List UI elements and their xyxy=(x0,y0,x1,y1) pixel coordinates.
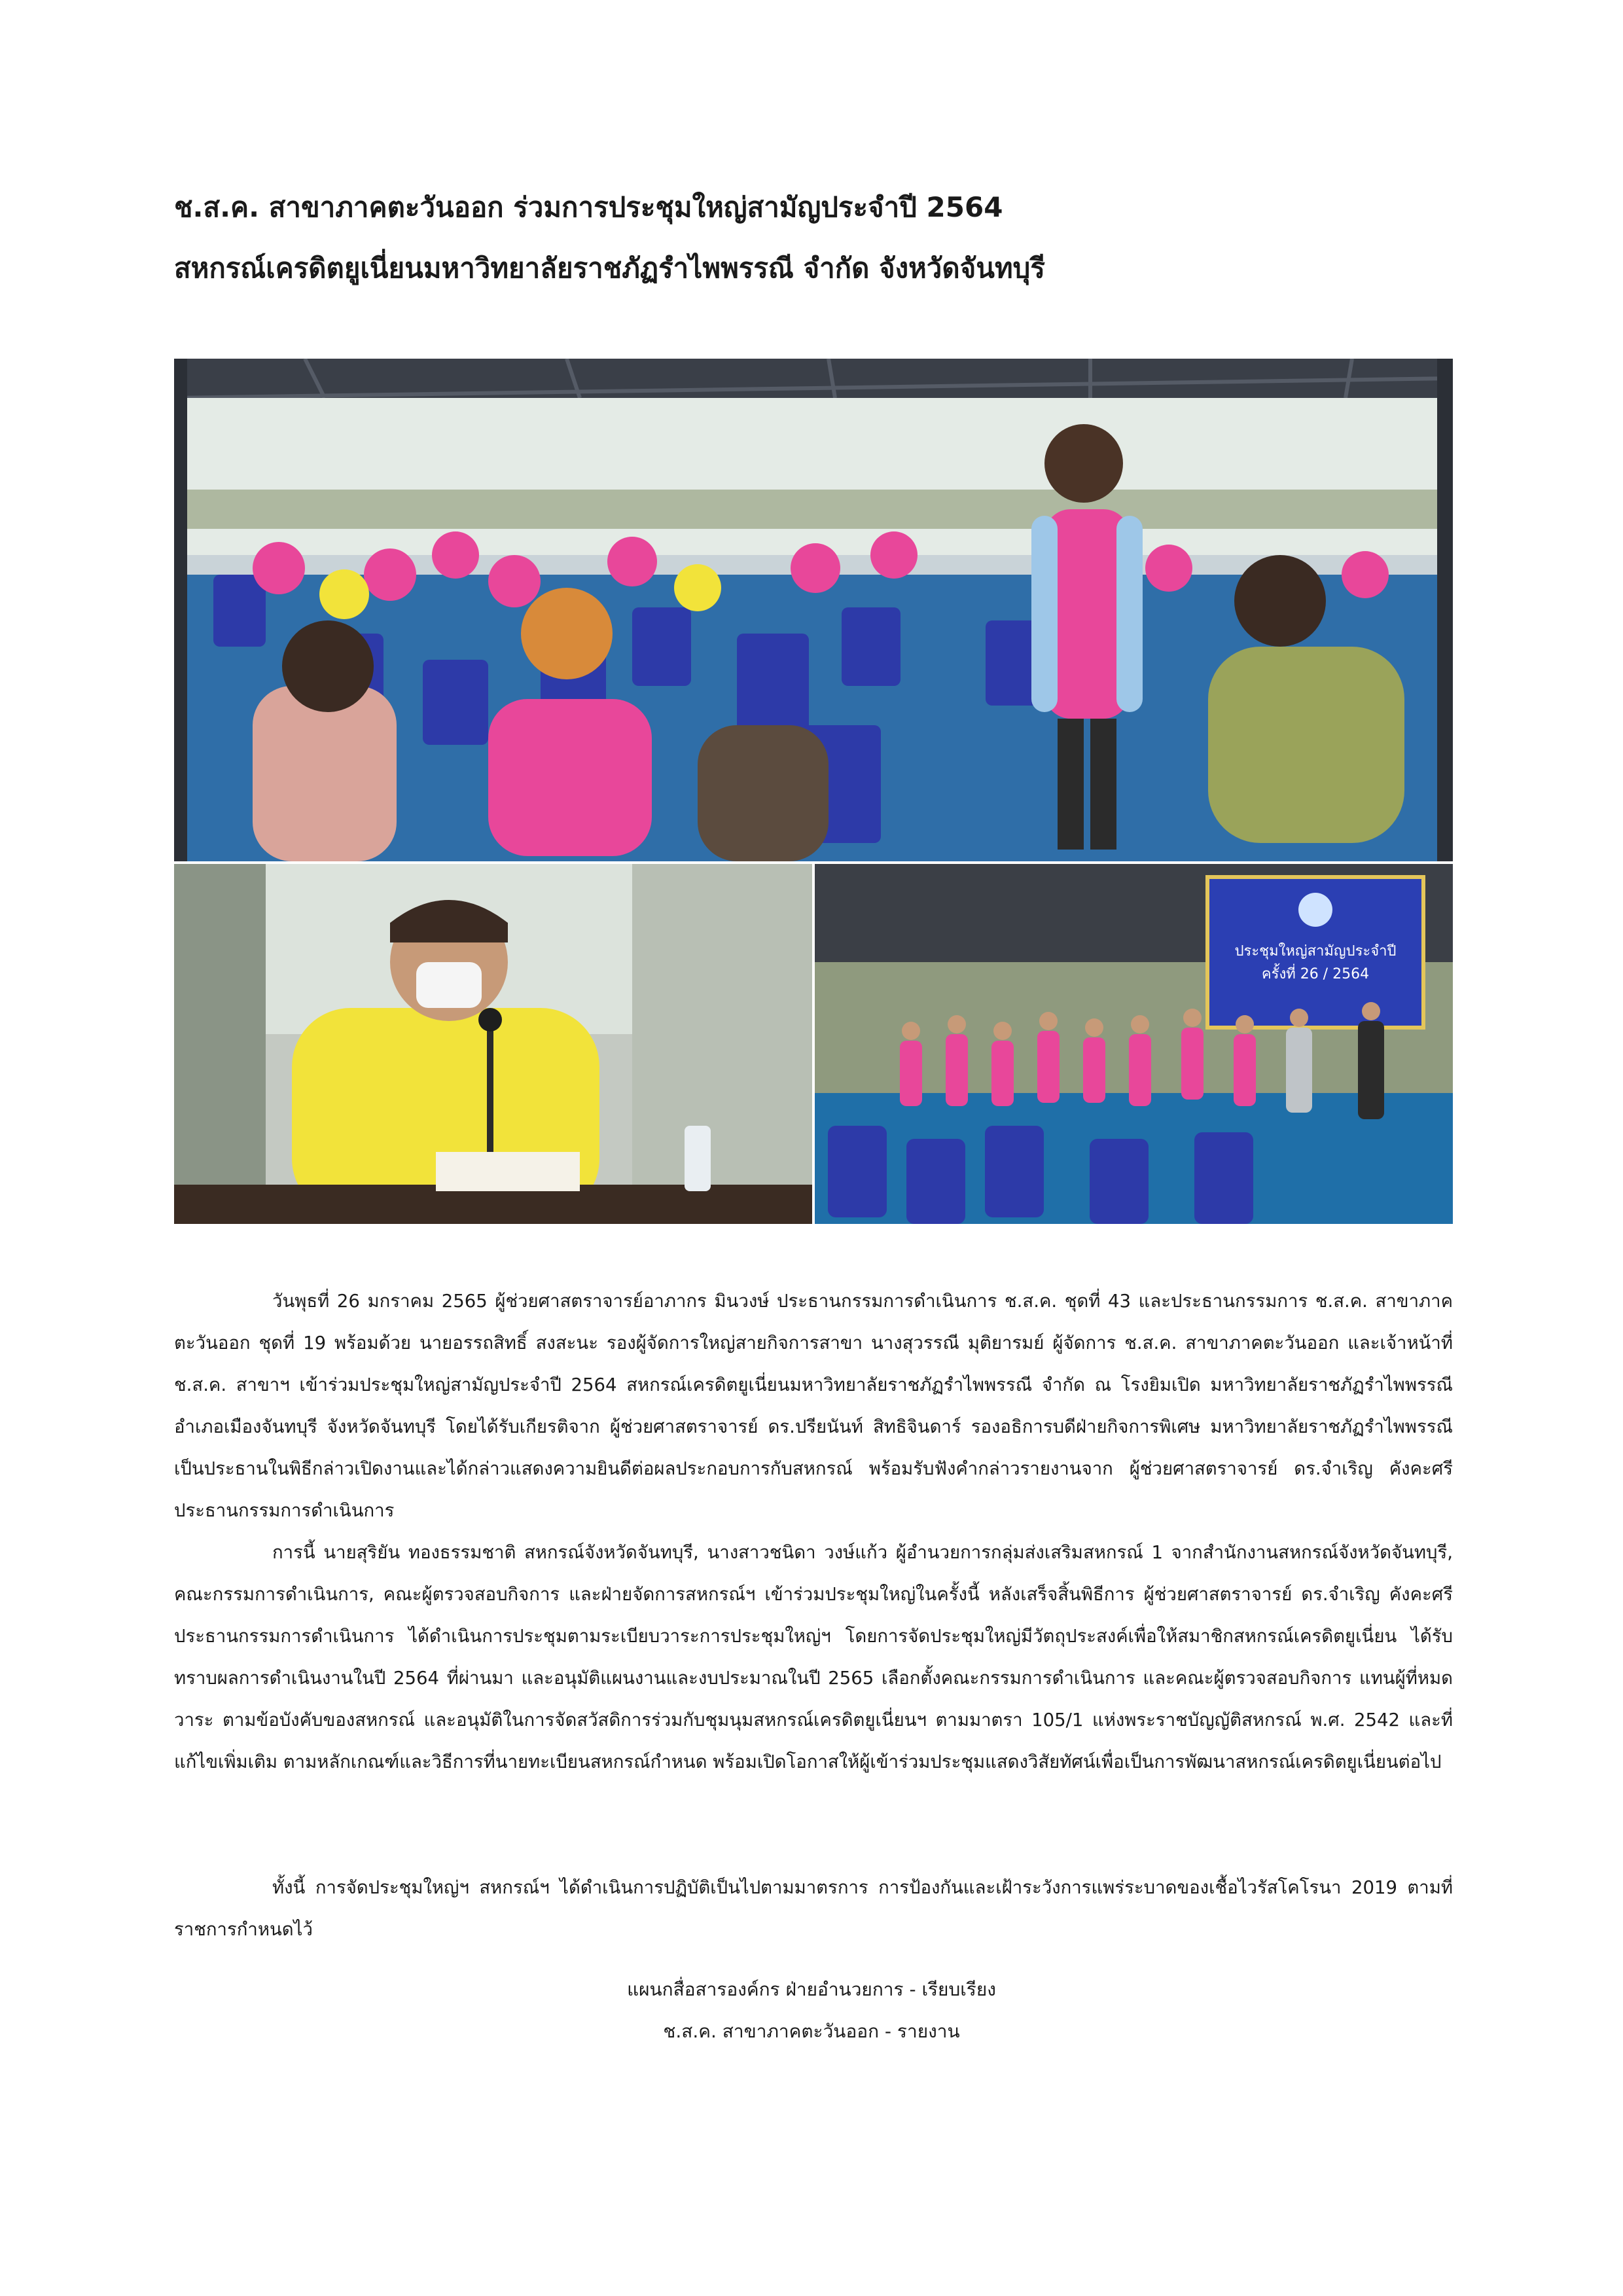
paragraph-text: ทั้งนี้ การจัดประชุมใหญ่ฯ สหกรณ์ฯ ได้ดำเนินการปฏิบัติเป็นไปตามมาตรการ การป้องกันและเฝ้าระวังการแพร่ระบาดของเชื้อไวรัสโคโรนา 2019 ตามที่ราชการกำหนดไว้ xyxy=(174,1877,1453,1940)
speaker-at-table-photo xyxy=(174,864,812,1224)
body-paragraph-3 xyxy=(174,1867,1453,1950)
group-pledge-photo xyxy=(815,864,1453,1224)
body-paragraph-2 xyxy=(174,1532,1453,1783)
signoff-reporter: ช.ส.ค. สาขาภาคตะวันออก - รายงาน xyxy=(663,2020,960,2042)
signoff-author: แผนกสื่อสารองค์กร ฝ่ายอำนวยการ - เรียบเรียง xyxy=(627,1979,996,2000)
banner-text-line-1: ประชุมใหญ่สามัญประจำปี xyxy=(1234,943,1397,960)
paragraph-text: การนี้ นายสุริยัน ทองธรรมชาติ สหกรณ์จังหวัดจันทบุรี, นางสาวชนิดา วงษ์แก้ว ผู้อำนวยการกลุ่มส่งเสริมสหกรณ์ 1 จากสำนักงานสหกรณ์จังหวัดจันทบุรี, คณะกรรมการดำเนินการ, คณะผู้ตรวจสอบกิจการ และฝ่ายจัดการสหกรณ์ฯ เข้าร่วมประชุมใหญ่ในครั้งนี้ หลังเสร็จสิ้นพิธีการ ผู้ช่วยศาสตราจารย์ ดร.จำเริญ คังคะศรี ประธานกรรมการดำเนินการ ได้ดำเนินการประชุมตามระเบียบวาระการประชุมใหญ่ฯ โดยการจัดประชุมใหญ่มีวัตถุประสงค์เพื่อให้สมาชิกสหกรณ์เครดิตยูเนี่ยน ได้รับทราบผลการดำเนินงานในปี 2564 ที่ผ่านมา และอนุมัติแผนงานและงบประมาณในปี 2565 เลือกตั้งคณะกรรมการดำเนินการ และคณะผู้ตรวจสอบกิจการ แทนผู้ที่หมดวาระ ตามข้อบังคับของสหกรณ์ และอนุมัติในการจัดสวัสดิการร่วมกับชุมนุมสหกรณ์เครดิตยูเนี่ยนฯ ตามมาตรา 105/1 แห่งพระราชบัญญัติสหกรณ์ พ.ศ. 2542 และที่แก้ไขเพิ่มเติม ตามหลักเกณฑ์และวิธีการที่นายทะเบียนสหกรณ์กำหนด พร้อมเปิดโอกาสให้ผู้เข้าร่วมประชุมแสดงวิสัยทัศน์เพื่อเป็นการพัฒนาสหกรณ์เครดิตยูเนี่ยนต่อไป xyxy=(174,1542,1453,1772)
meeting-audience-photo xyxy=(174,359,1453,861)
headline-line-2: สหกรณ์เครดิตยูเนี่ยนมหาวิทยาลัยราชภัฏรำไพพรรณี จำกัด จังหวัดจันทบุรี xyxy=(174,252,1045,284)
headline-line-1: ช.ส.ค. สาขาภาคตะวันออก ร่วมการประชุมใหญ่สามัญประจำปี 2564 xyxy=(174,191,1003,223)
paragraph-text: วันพุธที่ 26 มกราคม 2565 ผู้ช่วยศาสตราจารย์อาภากร มินวงษ์ ประธานกรรมการดำเนินการ ช.ส.ค. ชุดที่ 43 และประธานกรรมการ ช.ส.ค. สาขาภาคตะวันออก ชุดที่ 19 พร้อมด้วย นายอรรถสิทธิ์ สงสะนะ รองผู้จัดการใหญ่สายกิจการสาขา นางสุวรรณี มุติยารมย์ ผู้จัดการ ช.ส.ค. สาขาภาคตะวันออก และเจ้าหน้าที่ ช.ส.ค. สาขาฯ เข้าร่วมประชุมใหญ่สามัญประจำปี 2564 สหกรณ์เครดิตยูเนี่ยนมหาวิทยาลัยราชภัฏรำไพพรรณี จำกัด ณ โรงยิมเปิด มหาวิทยาลัยราชภัฏรำไพพรรณี อำเภอเมืองจันทบุรี จังหวัดจันทบุรี โดยได้รับเกียรติจาก ผู้ช่วยศาสตราจารย์ ดร.ปรียนันท์ สิทธิจินดาร์ รองอธิการบดีฝ่ายกิจการพิเศษ มหาวิทยาลัยราชภัฏรำไพพรรณี เป็นประธานในพิธีกล่าวเปิดงานและได้กล่าวแสดงความยินดีต่อผลประกอบการกับสหกรณ์ พร้อมรับฟังคำกล่าวรายงานจาก ผู้ช่วยศาสตราจารย์ ดร.จำเริญ คังคะศรี ประธานกรรมการดำเนินการ xyxy=(174,1291,1453,1521)
banner-text-line-2: ครั้งที่ 26 / 2564 xyxy=(1261,966,1370,982)
body-paragraph-1 xyxy=(174,1280,1453,1532)
